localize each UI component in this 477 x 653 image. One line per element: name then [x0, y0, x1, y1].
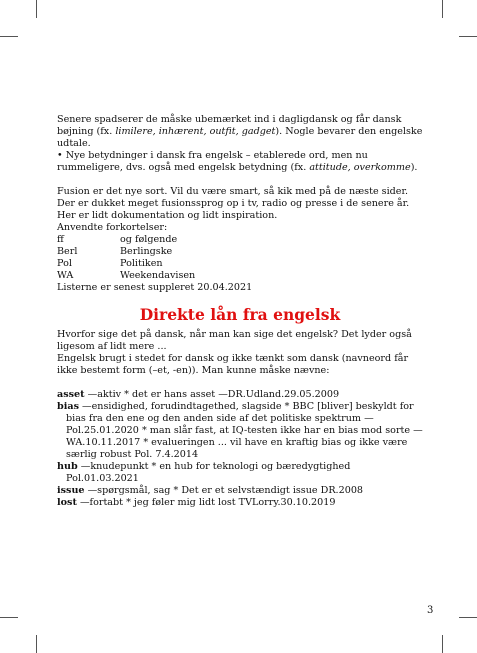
- list-item: bias —ensidighed, forudindtagethed, slagside * BBC [bliver] beskyldt for bias fra den ene og den anden side af det politiske spektrum —Pol.25.01.2020 * man slår fast, at IQ-testen ikke har en bias mod sorte —WA.10.11.2017 * evalueringen ... vil have en kraftig bias og ikke være særlig robust Pol. 7.4.2014: [57, 401, 423, 460]
- list-item: lost —fortabt * jeg føler mig lidt lost TVLorry.30.10.2019: [57, 497, 336, 508]
- entry-list: [57, 389, 423, 509]
- abbreviations-title: Anvendte forkortelser:: [57, 222, 168, 233]
- list-item: asset —aktiv * det er hans asset —DR.Udland.29.05.2009: [57, 389, 340, 400]
- list-item: issue —spørgsmål, sag * Det er et selvstændigt issue DR.2008: [57, 485, 364, 496]
- list-item: hub —knudepunkt * en hub for teknologi og bæredygtighed Pol.01.03.2021: [57, 461, 351, 484]
- abbreviation-row: Berl Berlingske: [57, 246, 173, 257]
- crop-mark: [459, 36, 477, 37]
- intro-paragraph-4: Her er lidt dokumentation og lidt inspiration.: [57, 210, 278, 221]
- crop-mark: [0, 617, 18, 618]
- crop-mark: [442, 0, 443, 18]
- crop-mark: [36, 635, 37, 653]
- intro-paragraph-1: Senere spadserer de måske ubemærket ind i dagligdansk og får dansk bøjning (fx. limilere, inhærent, outfit, gadget). Nogle bevarer den engelske udtale.: [57, 114, 423, 149]
- section-paragraph-1: Hvorfor sige det på dansk, når man kan sige det engelsk? Det lyder også ligesom af lidt mere ...: [57, 329, 412, 352]
- abbreviation-row: WA Weekendavisen: [57, 270, 196, 281]
- crop-mark: [0, 36, 18, 37]
- updated-note: Listerne er senest suppleret 20.04.2021: [57, 282, 253, 293]
- intro-paragraph-2: • Nye betydninger i dansk fra engelsk – etablerede ord, men nu rummeligere, dvs. også med engelsk betydning (fx. attitude, overkomme).: [57, 150, 418, 173]
- page-number: 3: [427, 605, 434, 616]
- crop-mark: [442, 635, 443, 653]
- page-content: [57, 114, 423, 509]
- crop-mark: [36, 0, 37, 18]
- section-heading: Direkte lån fra engelsk: [139, 305, 341, 324]
- section-paragraph-2: Engelsk brugt i stedet for dansk og ikke tænkt som dansk (navneord får ikke bestemt form (–et, -en)). Man kunne måske nævne:: [57, 353, 409, 376]
- crop-mark: [459, 617, 477, 618]
- abbreviation-row: ff og følgende: [57, 234, 178, 245]
- intro-paragraph-3: Fusion er det nye sort. Vil du være smart, så kik med på de næste sider. Der er dukket meget fusionssprog op i tv, radio og presse i de senere år.: [57, 186, 410, 209]
- abbreviations-list: [57, 234, 423, 282]
- abbreviation-row: Pol Politiken: [57, 258, 163, 269]
